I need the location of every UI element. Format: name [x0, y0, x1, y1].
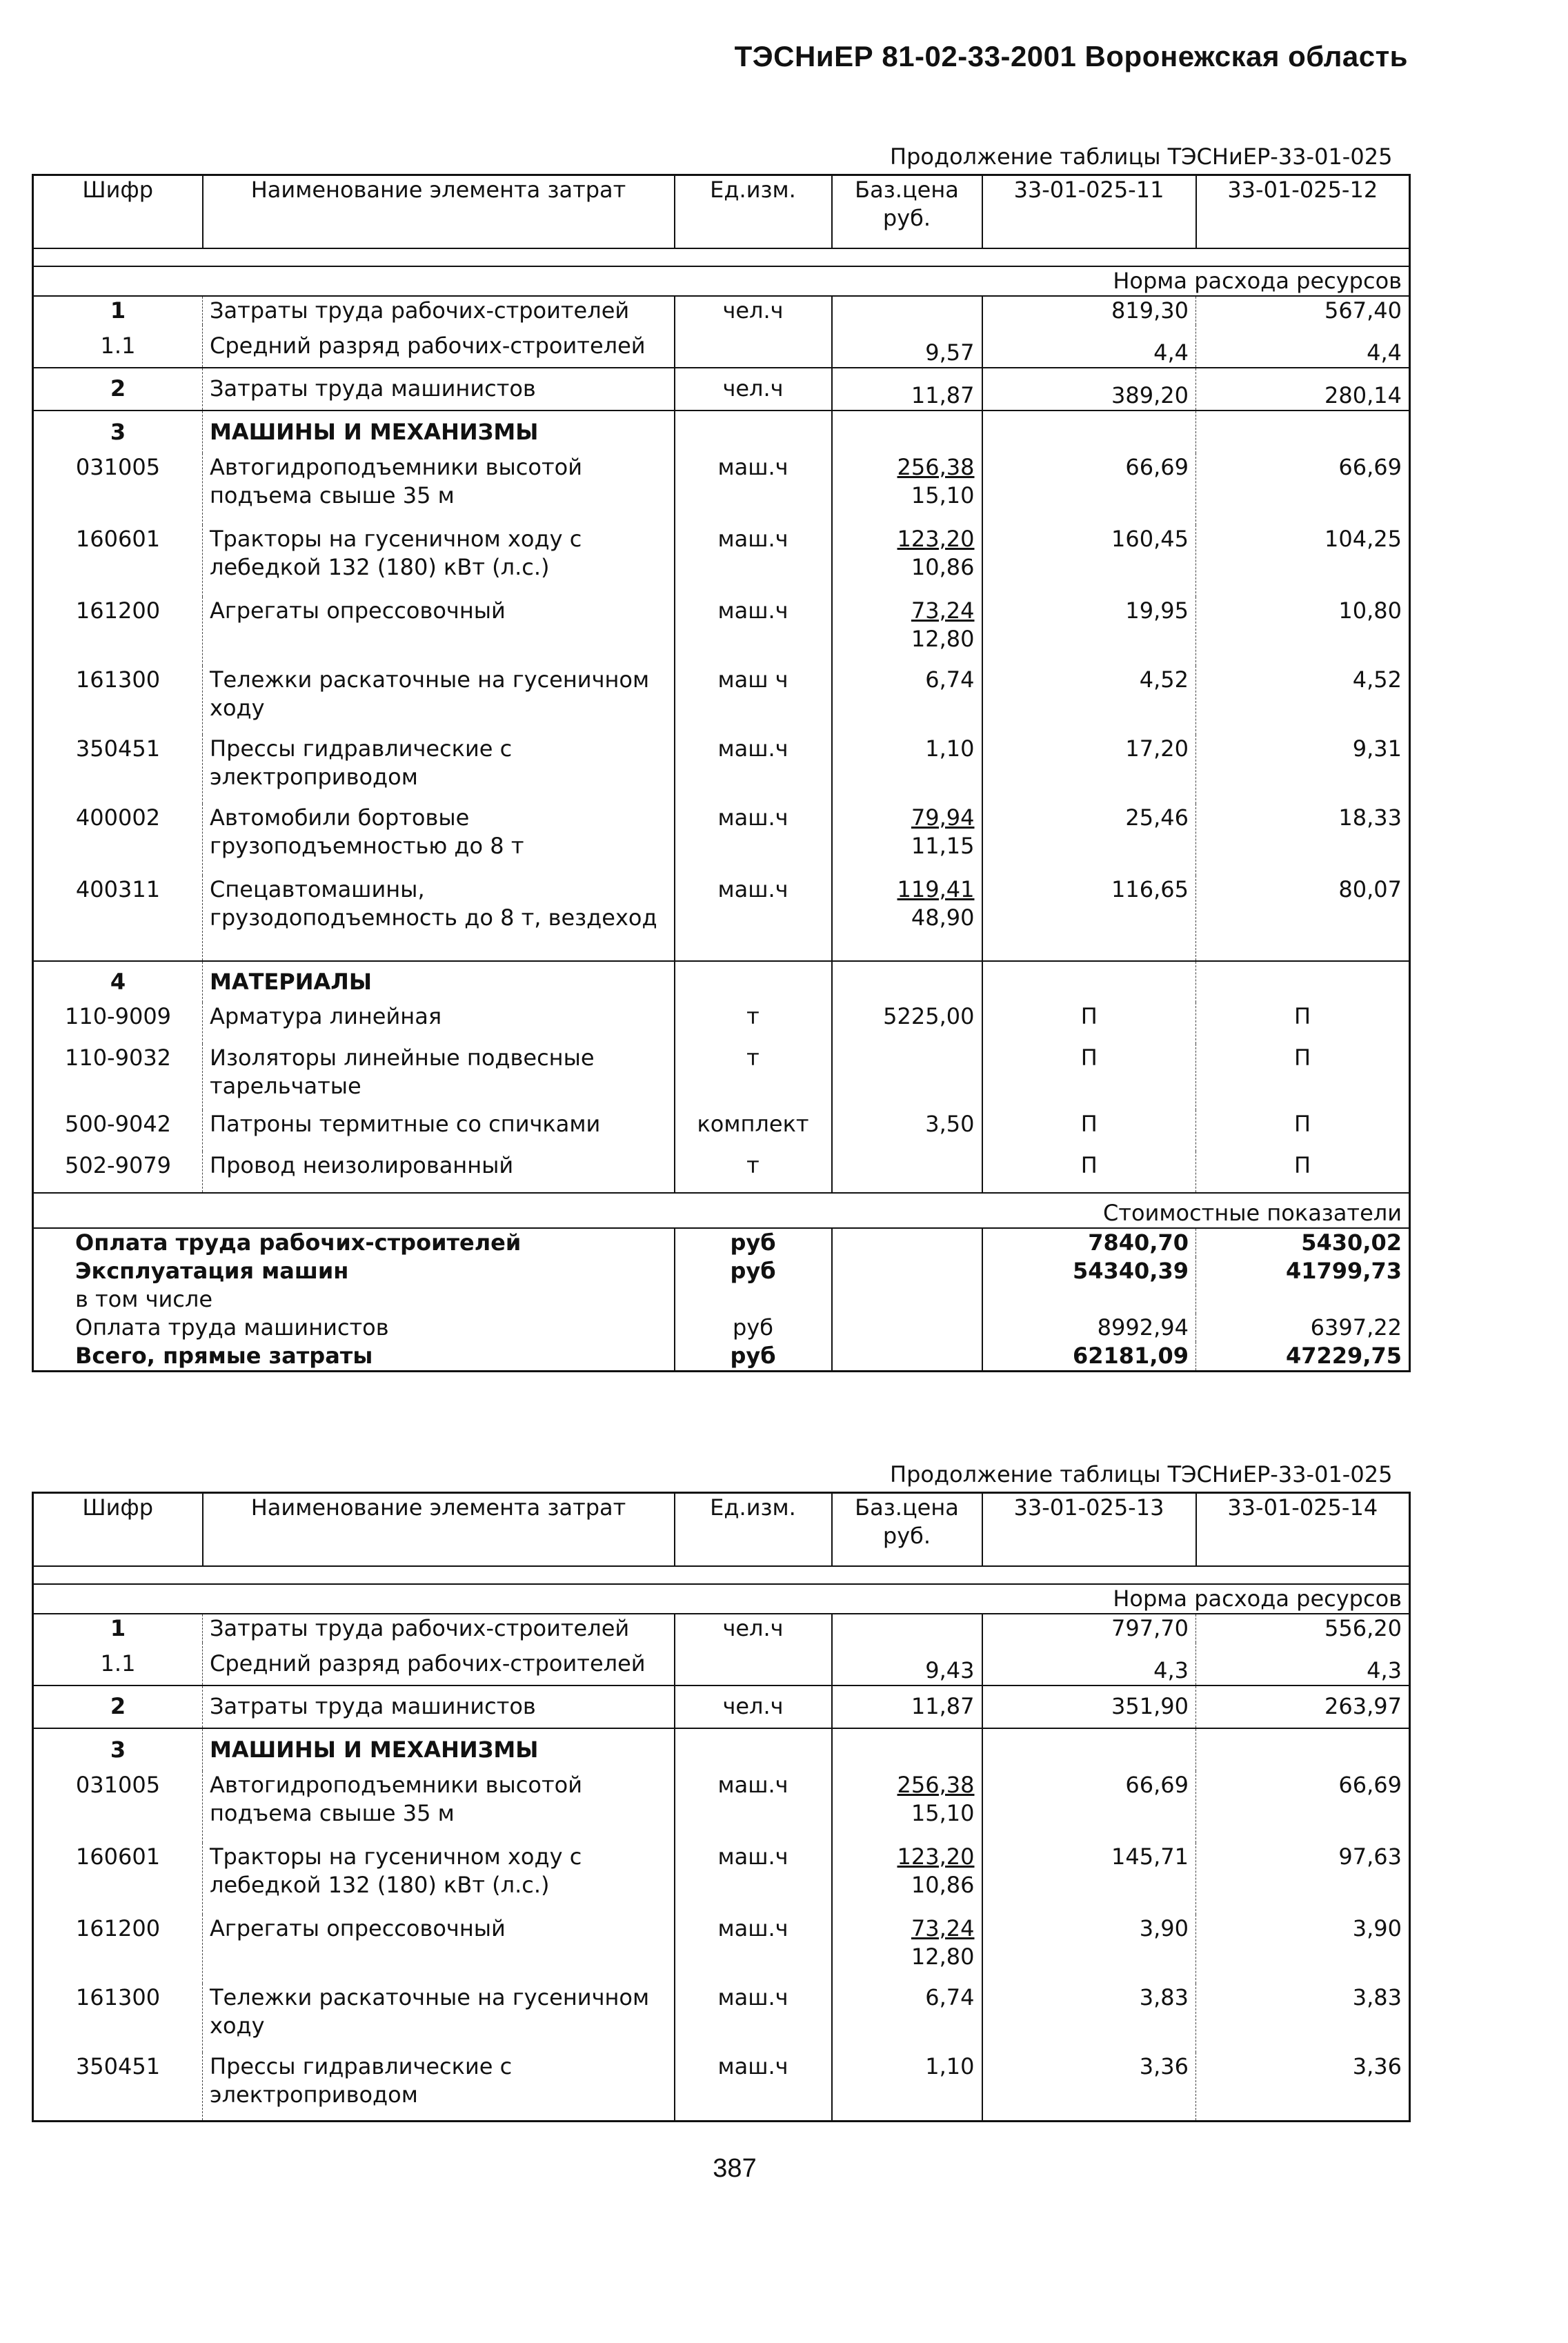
table-row: 3 МАШИНЫ И МЕХАНИЗМЫ: [33, 1728, 1410, 1771]
table2-caption: Продолжение таблицы ТЭСНиЕР-33-01-025: [890, 1461, 1393, 1487]
table-row: 400002 Автомобили бортовые грузоподъемностью до 8 т маш.ч 79,94 11,15 25,46 18,33: [33, 804, 1410, 876]
header-col-b: 33-01-025-12: [1196, 175, 1410, 248]
table-row: 2 Затраты труда машинистов чел.ч 11,87 351,90 263,97: [33, 1685, 1410, 1728]
header-col-b: 33-01-025-14: [1196, 1493, 1410, 1566]
table-row: 1 Затраты труда рабочих-строителей чел.ч 797,70 556,20: [33, 1614, 1410, 1643]
header-unit: Ед.изм.: [675, 175, 832, 248]
header-col-a: 33-01-025-13: [982, 1493, 1196, 1566]
table-row: 2 Затраты труда машинистов чел.ч 11,87 389,20 280,14: [33, 368, 1410, 411]
table-row: 161200 Агрегаты опрессовочный маш.ч 73,24 12,80 19,95 10,80: [33, 597, 1410, 666]
header-name: Наименование элемента затрат: [203, 1493, 675, 1566]
table-row: 4 МАТЕРИАЛЫ: [33, 961, 1410, 1002]
header-price: Баз.цена руб.: [832, 175, 982, 248]
summary-row: Оплата труда машинистов руб 8992,94 6397,22: [75, 1314, 1402, 1341]
norm-label: Норма расхода ресурсов: [33, 266, 1410, 296]
table-row: 160601 Тракторы на гусеничном ходу с лебедкой 132 (180) кВт (л.с.) маш.ч 123,20 10,86 145,71 97,63: [33, 1843, 1410, 1915]
document-header-title: ТЭСНиЕР 81-02-33-2001 Воронежская область: [734, 40, 1408, 72]
table-row: 1.1 Средний разряд рабочих-строителей 9,43 4,3 4,3: [33, 1643, 1410, 1685]
resource-table-2: [32, 1492, 1411, 2122]
summary-section: [33, 1228, 1410, 1372]
table-row: 161300 Тележки раскаточные на гусеничном ходу маш.ч 6,74 3,83 3,83: [33, 1984, 1410, 2053]
table-row: 400311 Спецавтомашины, грузодоподъемность до 8 т, вездеход маш.ч 119,41 48,90 116,65 80,07: [33, 876, 1410, 961]
summary-row: Всего, прямые затраты руб 62181,09 47229,75: [33, 1342, 1410, 1372]
cost-label: Стоимостные показатели: [33, 1193, 1410, 1228]
header-unit: Ед.изм.: [675, 1493, 832, 1566]
table2-body: [33, 1614, 1410, 2122]
table-row: 161200 Агрегаты опрессовочный маш.ч 73,24 12,80 3,90 3,90: [33, 1915, 1410, 1984]
table-row: 500-9042 Патроны термитные со спичками комплект 3,50 П П: [33, 1110, 1410, 1151]
header-code: Шифр: [33, 175, 203, 248]
header-code: Шифр: [33, 1493, 203, 1566]
header-price: Баз.цена руб.: [832, 1493, 982, 1566]
header-name: Наименование элемента затрат: [203, 175, 675, 248]
table-row: 350451 Прессы гидравлические с электроприводом маш.ч 1,10 3,36 3,36: [33, 2053, 1410, 2122]
table-row: 350451 Прессы гидравлические с электроприводом маш.ч 1,10 17,20 9,31: [33, 735, 1410, 804]
table-row: 110-9009 Арматура линейная т 5225,00 П П: [33, 1002, 1410, 1044]
summary-row: Эксплуатация машин руб 54340,39 41799,73: [75, 1257, 1402, 1284]
table1-caption: Продолжение таблицы ТЭСНиЕР-33-01-025: [890, 144, 1393, 170]
norm-label: Норма расхода ресурсов: [33, 1584, 1410, 1614]
summary-row: Оплата труда рабочих-строителей руб 7840,70 5430,02: [33, 1228, 1410, 1257]
page-number: 387: [713, 2154, 757, 2183]
table-row: 031005 Автогидроподъемники высотой подъема свыше 35 м маш.ч 256,38 15,10 66,69 66,69: [33, 1771, 1410, 1843]
header-col-a: 33-01-025-11: [982, 175, 1196, 248]
table-row: 1 Затраты труда рабочих-строителей чел.ч 819,30 567,40: [33, 296, 1410, 325]
table-row: 3 МАШИНЫ И МЕХАНИЗМЫ: [33, 411, 1410, 453]
table-row: 161300 Тележки раскаточные на гусеничном ходу маш ч 6,74 4,52 4,52: [33, 666, 1410, 735]
table-row: 160601 Тракторы на гусеничном ходу с лебедкой 132 (180) кВт (л.с.) маш.ч 123,20 10,86 160,45 104,25: [33, 525, 1410, 597]
table-row: 1.1 Средний разряд рабочих-строителей 9,57 4,4 4,4: [33, 325, 1410, 368]
summary-row: в том числе: [33, 1285, 1410, 1314]
table-row: 110-9032 Изоляторы линейные подвесные тарельчатые т П П: [33, 1044, 1410, 1110]
table1-body: [33, 296, 1410, 1193]
table-row: 502-9079 Провод неизолированный т П П: [33, 1151, 1410, 1193]
table-row: 031005 Автогидроподъемники высотой подъема свыше 35 м маш.ч 256,38 15,10 66,69 66,69: [33, 453, 1410, 525]
resource-table-1: [32, 174, 1411, 1372]
